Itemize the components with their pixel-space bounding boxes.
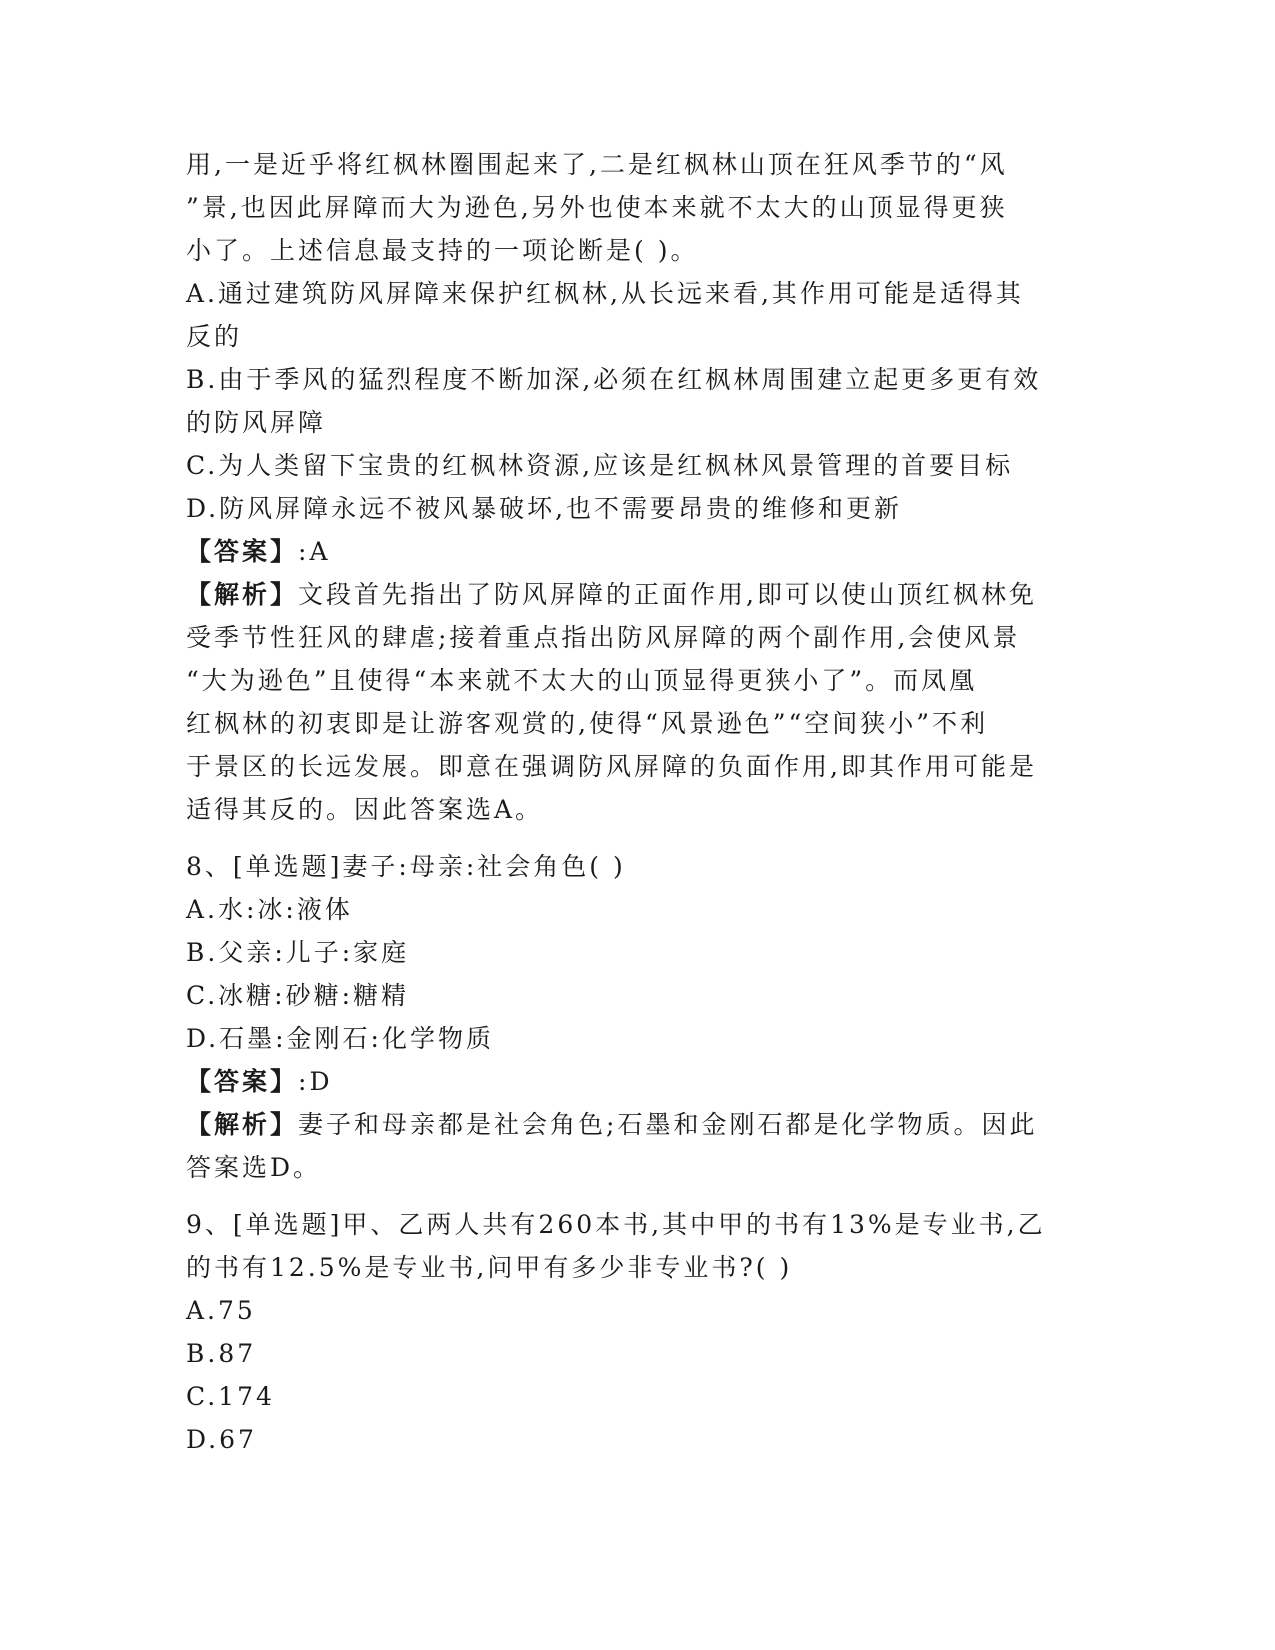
option-c: C.冰糖:砂糖:糖精: [186, 981, 410, 1010]
answer-value: :A: [298, 537, 331, 566]
analysis-line: 受季节性狂风的肆虐;接着重点指出防风屏障的两个副作用,会使风景: [186, 623, 1021, 652]
question-stem-line: 小了。上述信息最支持的一项论断是( )。: [186, 236, 699, 265]
option-d: D.67: [186, 1425, 257, 1454]
option-a: A.水:冰:液体: [186, 895, 353, 924]
analysis-line: “大为逊色”且使得“本来就不太大的山顶显得更狭小了”。而凤凰: [186, 666, 978, 695]
answer-line: [186, 530, 1086, 573]
option-a-cont: 反的: [186, 322, 243, 351]
spacer: [186, 831, 1086, 845]
option-c: C.174: [186, 1382, 275, 1411]
answer-tag: 【答案】: [186, 537, 299, 566]
answer-tag: 【答案】: [186, 1067, 299, 1096]
option-d: D.防风屏障永远不被风暴破坏,也不需要昂贵的维修和更新: [186, 494, 903, 523]
analysis-tag: 【解析】: [186, 580, 299, 609]
spacer: [186, 1189, 1086, 1203]
analysis-line: [186, 573, 1086, 616]
option-b: B.87: [186, 1339, 257, 1368]
analysis-text: 文段首先指出了防风屏障的正面作用,即可以使山顶红枫林免: [298, 580, 1037, 609]
analysis-line: 红枫林的初衷即是让游客观赏的,使得“风景逊色”“空间狭小”不利: [186, 709, 989, 738]
option-b-cont: 的防风屏障: [186, 408, 327, 437]
question-stem: 8、[单选题]妻子:母亲:社会角色( ): [186, 852, 626, 881]
analysis-line: 答案选D。: [186, 1153, 322, 1182]
question-stem-line: 9、[单选题]甲、乙两人共有260本书,其中甲的书有13%是专业书,乙: [186, 1210, 1046, 1239]
question-8: [186, 845, 1086, 1189]
option-a: A.75: [186, 1296, 256, 1325]
answer-line: [186, 1060, 1086, 1103]
analysis-line: 适得其反的。因此答案选A。: [186, 795, 544, 824]
analysis-line: [186, 1103, 1086, 1146]
question-stem-line: 用,一是近乎将红枫林圈围起来了,二是红枫林山顶在狂风季节的“风: [186, 150, 1008, 179]
option-d: D.石墨:金刚石:化学物质: [186, 1024, 494, 1053]
analysis-tag: 【解析】: [186, 1110, 299, 1139]
question-stem-line: 的书有12.5%是专业书,问甲有多少非专业书?( ): [186, 1253, 793, 1282]
analysis-text: 妻子和母亲都是社会角色;石墨和金刚石都是化学物质。因此: [298, 1110, 1038, 1139]
option-b: B.父亲:儿子:家庭: [186, 938, 410, 967]
option-b: B.由于季风的猛烈程度不断加深,必须在红枫林周围建立起更多更有效: [186, 365, 1042, 394]
question-7: [186, 143, 1086, 831]
document-page: [186, 143, 1086, 1461]
question-9: [186, 1203, 1086, 1461]
option-a: A.通过建筑防风屏障来保护红枫林,从长远来看,其作用可能是适得其: [186, 279, 1024, 308]
analysis-line: 于景区的长远发展。即意在强调防风屏障的负面作用,即其作用可能是: [186, 752, 1037, 781]
option-c: C.为人类留下宝贵的红枫林资源,应该是红枫林风景管理的首要目标: [186, 451, 1014, 480]
question-stem-line: ”景,也因此屏障而大为逊色,另外也使本来就不太大的山顶显得更狭: [186, 193, 1008, 222]
answer-value: :D: [298, 1067, 333, 1096]
